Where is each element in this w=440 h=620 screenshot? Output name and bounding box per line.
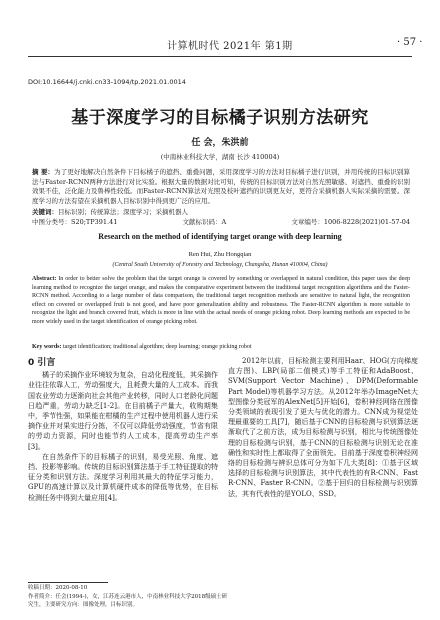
body-paragraph: 在自然条件下的目标橘子的识别，易受光照、角度、遮挡、投影等影响。传统的目标识别算法基于手工特征提取的特征分类和识别方法。深度学习利用其最大的特征学习能力，GPU的高速计算以及计算机硬件成本的降低等优势，在目标检测任务中得到大量应用[4]。 (28, 452, 218, 502)
chinese-abstract (32, 168, 410, 206)
body-column-left (28, 356, 218, 503)
english-abstract-text: In order to better solve the problem that the target orange is covered by something or overlapped in natural condition, this paper uses the deep learning method to recognize the target orange, and makes the comparative experiment between the traditional target recognition algorithms and the Faster-RCNN method. According to a large number of data comparison, the traditional target recognition methods are sensitive to natural light, the recognition effect on covered or overlapped fruit is not good, and have poor generalization ability and robustness. The Faster-RCNN algorithm is more suitable to recognize the light and branch covered fruit, which is more in line with the actual needs of orange picking robot. Deep learning methods are expected to be more widely used in the target identification of orange picking robot. (32, 276, 410, 325)
received-date: 收稿日期：2020-08-10 (28, 585, 88, 591)
doi: DOI:10.16644/j.cnki.cn33-1094/tp.2021.01.0014 (28, 78, 186, 86)
body-paragraph: 2012年以前，目标检测主要利用Haar、HOG(方向梯度直方图)、LBP(局部二值模式)等手工特征和AdaBoost、SVM(Support Vector Machine)、DPM(Deformable Part Model)等机器学习方法。从2012年举办ImageNet大型图像分类冠军的AlexNet[5]开始[6]，卷积神经网络在图像分类领域的表现引发了更大与优化的潜力。CNN成为视觉处理最重要的工具[7]，随后基于CNN的目标检测与识别算法逐渐取代了之前方法，成为目标检测与识别，相比与传统图像处理的目标检测与识别，基于CNN的目标检测与识别无论在准确性和实时性上都取得了全面领先。目前基于深度卷积神经网络的目标检测与辨识总体可分为如下几大类[8]：①基于区域选择的目标检测与识别算法，其中代表性的有R-CNN、Fast R-CNN、Faster R-CNN。②基于回归的目标检测与识别算法，其有代表性的是YOLO、SSD。 (228, 357, 418, 498)
paper-title: 基于深度学习的目标橘子识别方法研究 (71, 108, 369, 128)
document-code: 文献标识码：A (182, 218, 227, 226)
author-info: 作者简介：任会(1994-)，女，江苏连云港市人，中南林业科技大学2018级硕士研究生，主要研究方向：图像处理，目标识别。 (28, 594, 228, 608)
affiliation: (中南林业科技大学，湖南 长沙 410004) (160, 153, 280, 161)
keywords-text: 目标识别；传统算法；深度学习；采摘机器人 (58, 208, 188, 216)
english-authors: Ren Hui, Zhu Hongqian (188, 251, 252, 258)
footnote-rule (28, 582, 108, 583)
body-paragraph: 橘子的采摘作业环境较为复杂，自动化程度低，其采摘作业往往依靠人工，劳动强度大，且耗费大量的人工成本。而我国农业劳动力逐渐向社会其他产业转移，同时人口老龄化问题日趋严重，劳动力缺乏[1-2]。在目前橘子产量大，收购期集中，季节性强，如果能在柑橘的生产过程中使用机器人进行采摘作业并对果实进行分拣，不仅可以降低劳动强度，节省有限的劳动力资源，同时也能节约人工成本，提高劳动生产率[3]。 (28, 371, 218, 451)
english-affiliation: (Central South University of Forestry and Technology, Changsha, Hunan 410004, China) (112, 262, 328, 268)
authors: 任 会，朱洪前 (191, 138, 249, 148)
chinese-keywords (32, 208, 410, 217)
abstract-label: 摘 要： (32, 168, 55, 176)
english-abstract (32, 275, 410, 326)
english-abstract-label: Abstract: (32, 276, 57, 282)
abstract-text: 为了更好地解决自然条件下目标橘子的遮挡、重叠问题，采用深度学习的方法对目标橘子进行识别，并用传统的目标识别算法与Faster-RCNN两种方法进行对比实验。根据大量的数据对比可知，传统的目标识别方法对自然光照敏感、对遮挡、重叠的识别效果不佳，泛化能力及鲁棒性较低。而Faster-RCNN算法对光照及枝叶遮挡的识别更友好，更符合采摘机器人实际采摘的需要。深度学习的方法有望在采摘机器人目标识别中得到更广泛的应用。 (32, 168, 411, 205)
running-header (0, 30, 440, 54)
article-number: 文章编号：1006-8228(2021)01-57-04 (291, 218, 410, 226)
header-rule (28, 56, 412, 57)
body-column-right (228, 356, 418, 499)
section-heading: 0 引言 (28, 358, 56, 368)
clc-number: 中图分类号：S20;TP391.41 (32, 218, 118, 226)
english-title: Research on the method of identifying target orange with deep learning (98, 232, 342, 241)
english-keywords (32, 343, 410, 351)
english-keywords-text: target identification; traditional algorithm; deep learning; orange picking robot (63, 344, 252, 350)
english-keywords-label: Key words: (32, 344, 62, 350)
classification-line (32, 218, 410, 227)
journal-name: 计算机时代 2021年 第1期 (167, 41, 293, 52)
keywords-label: 关键词： (32, 208, 58, 216)
page-number: · 57 · (397, 37, 423, 48)
